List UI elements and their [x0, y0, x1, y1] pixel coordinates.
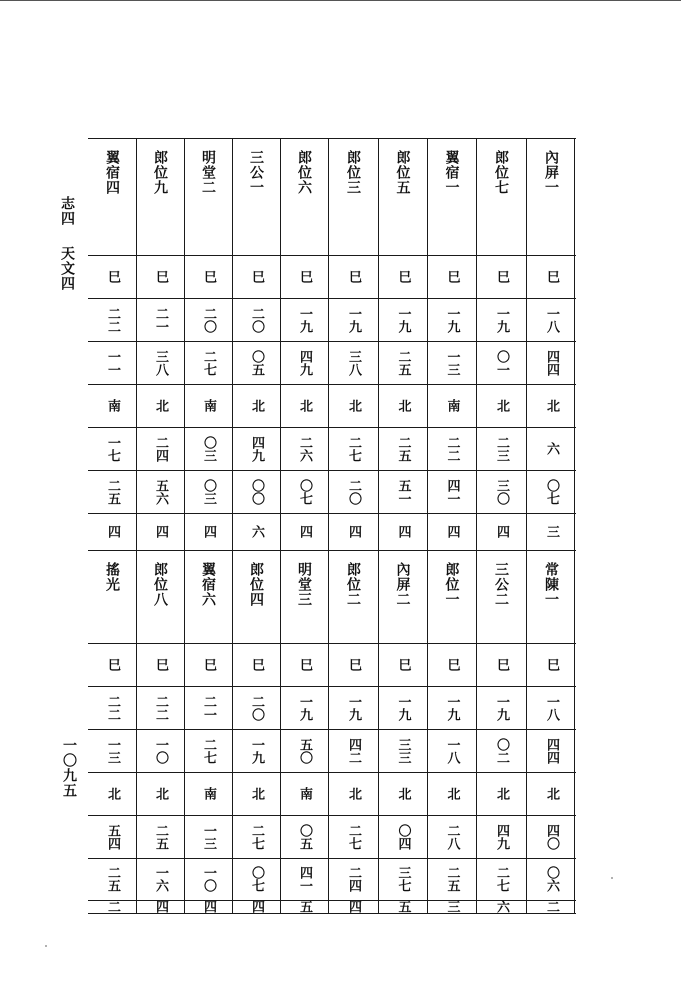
star-name-cell: 內屏一: [543, 150, 559, 195]
star-name-cell: 常陳一: [543, 562, 559, 607]
table-cell: 四: [105, 525, 120, 538]
table-cell: 北: [544, 787, 559, 800]
table-cell: 巳: [395, 270, 411, 283]
star-name-cell: 翼宿六: [200, 562, 216, 607]
table-cell: 四: [444, 525, 460, 538]
star-name-cell: 郎位九: [152, 150, 168, 195]
table-cell: 三三: [395, 737, 411, 764]
table-cell: 二六: [297, 435, 312, 462]
table-cell: 〇七: [544, 478, 559, 505]
table-cell: 一三: [444, 349, 460, 376]
star-name-cell: 明堂三: [296, 562, 312, 607]
table-cell: 一八: [544, 306, 559, 333]
table-cell: 巳: [346, 658, 361, 671]
table-cell: 二〇: [249, 306, 264, 333]
table-cell: 〇〇: [249, 478, 264, 505]
table-cell: 四四: [544, 349, 559, 376]
page-top-edge: [0, 0, 681, 1]
table-cell: 北: [444, 787, 460, 800]
table-cell: 〇三: [201, 478, 216, 505]
table-cell: 三八: [346, 349, 361, 376]
table-cell: 二〇: [249, 694, 264, 721]
table-cell: 北: [346, 787, 361, 800]
table-cell: 北: [544, 399, 559, 412]
table-cell: 北: [395, 399, 411, 412]
table-cell: 二一: [201, 694, 216, 721]
table-cell: 二四: [153, 435, 168, 462]
table-cell: 二七: [494, 866, 509, 892]
table-cell: 六: [494, 900, 509, 913]
table-cell: 四: [153, 900, 168, 913]
table-cell: 巳: [544, 270, 559, 283]
table-cell: 巳: [201, 270, 216, 283]
table-cell: 北: [105, 787, 120, 800]
table-cell: 巳: [297, 658, 312, 671]
table-cell: 一九: [346, 694, 361, 721]
row-rule: [88, 913, 576, 914]
table-cell: 南: [105, 399, 120, 412]
table-cell: 四二: [346, 737, 361, 764]
table-cell: 二七: [346, 435, 361, 462]
table-cell: 北: [494, 787, 509, 800]
table-cell: 北: [153, 399, 168, 412]
table-cell: 〇三: [201, 435, 216, 462]
table-cell: 一九: [494, 694, 509, 721]
table-cell: 〇七: [297, 478, 312, 505]
table-cell: 四: [494, 525, 509, 538]
table-cell: 二五: [444, 866, 460, 892]
table-cell: 一〇: [153, 737, 168, 764]
table-cell: 一九: [297, 694, 312, 721]
table-cell: 一九: [297, 306, 312, 333]
table-cell: 一九: [346, 306, 361, 333]
table-cell: 四九: [297, 349, 312, 376]
table-cell: 五〇: [297, 737, 312, 764]
table-cell: 五: [297, 900, 312, 913]
table-cell: 一九: [249, 737, 264, 764]
running-head: [58, 196, 75, 291]
table-cell: 巳: [201, 658, 216, 671]
table-cell: 巳: [297, 270, 312, 283]
page-number: 一〇九五: [61, 738, 77, 798]
table-cell: 三〇: [494, 478, 509, 505]
table-cell: 五一: [395, 478, 411, 505]
table-cell: 二五: [395, 349, 411, 376]
table-cell: 巳: [544, 658, 559, 671]
star-catalog-table: [88, 138, 576, 913]
table-cell: 二: [544, 900, 559, 913]
table-cell: 〇二: [494, 737, 509, 764]
table-cell: 四: [297, 525, 312, 538]
table-cell: 四四: [544, 737, 559, 764]
table-cell: 一六: [153, 866, 168, 892]
table-cell: 二三: [494, 435, 509, 462]
star-name-cell: 內屏二: [394, 562, 411, 607]
table-cell: 四一: [444, 478, 460, 505]
table-cell: 二七: [201, 349, 216, 376]
star-name-cell: 翼宿四: [104, 150, 120, 195]
table-cell: 南: [444, 399, 460, 412]
table-cell: 二七: [201, 737, 216, 764]
table-cell: 六: [544, 442, 559, 455]
table-cell: 巳: [249, 658, 264, 671]
table-cell: 五: [395, 900, 411, 913]
table-cell: 〇七: [249, 866, 264, 892]
table-cell: 二〇: [346, 478, 361, 505]
table-cell: 四〇: [544, 823, 559, 850]
table-cell: 北: [346, 399, 361, 412]
table-cell: 二五: [105, 478, 120, 505]
table-cell: 三: [544, 525, 559, 538]
table-cell: 巳: [494, 270, 509, 283]
table-cell: 巳: [105, 270, 120, 283]
star-name-cell: 三公二: [493, 562, 509, 607]
scan-speck: [611, 877, 613, 879]
table-cell: 巳: [153, 658, 168, 671]
table-cell: 南: [297, 787, 312, 800]
table-cell: 一三: [105, 737, 120, 764]
table-cell: 二八: [444, 823, 460, 850]
table-cell: 三: [444, 900, 460, 913]
table-cell: 二一: [153, 306, 168, 333]
table-cell: 二二: [444, 435, 460, 462]
table-cell: 二〇: [201, 306, 216, 333]
star-name-cell: 明堂二: [200, 150, 216, 195]
table-cell: 一七: [105, 435, 120, 462]
table-cell: 一九: [444, 306, 460, 333]
table-cell: 四九: [494, 823, 509, 850]
table-cell: 二二: [105, 694, 120, 721]
table-cell: 一〇: [201, 866, 216, 892]
table-cell: 〇六: [544, 866, 559, 892]
table-cell: 一三: [201, 823, 216, 850]
table-cell: 〇五: [297, 823, 312, 850]
table-cell: 〇五: [249, 349, 264, 376]
star-name-cell: 郎位三: [345, 150, 361, 195]
table-cell: 二五: [395, 435, 411, 462]
table-cell: 五四: [105, 823, 120, 850]
table-cell: 〇四: [395, 823, 411, 850]
table-cell: 四九: [249, 435, 264, 462]
table-cell: 二二: [153, 694, 168, 721]
table-cell: 三八: [153, 349, 168, 376]
star-name-cell: 郎位六: [296, 150, 312, 195]
table-cell: 巳: [444, 658, 460, 671]
table-cell: 二七: [346, 823, 361, 850]
star-name-cell: 郎位五: [394, 150, 411, 195]
star-name-cell: 郎位一: [443, 562, 460, 607]
table-cell: 四: [346, 525, 361, 538]
table-cell: 一八: [444, 737, 460, 764]
table-cell: 四: [346, 900, 361, 913]
table-cell: 一八: [544, 694, 559, 721]
table-cell: 四: [395, 525, 411, 538]
table-cell: 一九: [395, 306, 411, 333]
star-name-cell: 三公一: [248, 150, 264, 195]
table-cell: 巳: [346, 270, 361, 283]
table-cell: 二四: [346, 866, 361, 892]
table-cell: 北: [297, 399, 312, 412]
star-name-cell: 郎位二: [345, 562, 361, 607]
table-cell: 四: [249, 900, 264, 913]
table-cell: 四: [201, 900, 216, 913]
table-cell: 北: [249, 399, 264, 412]
table-cell: 二五: [153, 823, 168, 850]
star-name-cell: 翼宿一: [443, 150, 460, 195]
table-cell: 二五: [105, 866, 120, 892]
table-cell: 南: [201, 787, 216, 800]
table-cell: 一九: [494, 306, 509, 333]
table-cell: 一九: [395, 694, 411, 721]
scan-speck: [45, 945, 47, 947]
table-cell: 二二: [105, 306, 120, 333]
table-cell: 五六: [153, 478, 168, 505]
table-cell: 一九: [444, 694, 460, 721]
table-cell: 巳: [395, 658, 411, 671]
table-cell: 巳: [153, 270, 168, 283]
table-cell: 巳: [105, 658, 120, 671]
table-cell: 巳: [444, 270, 460, 283]
star-name-cell: 搖光: [104, 562, 120, 592]
table-cell: 四一: [297, 866, 312, 892]
star-name-cell: 郎位七: [493, 150, 509, 195]
running-head-line-2: 天文四: [59, 246, 75, 291]
table-cell: 二七: [249, 823, 264, 850]
table-cell: 一一: [105, 349, 120, 376]
table-cell: 〇一: [494, 349, 509, 376]
running-head-line-1: 志四: [59, 196, 75, 226]
table-cell: 北: [249, 787, 264, 800]
table-cell: 巳: [494, 658, 509, 671]
table-cell: 北: [153, 787, 168, 800]
star-name-cell: 郎位四: [248, 562, 264, 607]
table-cell: 三七: [395, 866, 411, 892]
table-cell: 巳: [249, 270, 264, 283]
table-cell: 二: [105, 900, 120, 913]
star-name-cell: 郎位八: [152, 562, 168, 607]
table-cell: 四: [201, 525, 216, 538]
table-cell: 北: [494, 399, 509, 412]
table-cell: 南: [201, 399, 216, 412]
table-cell: 六: [249, 525, 264, 538]
table-cell: 北: [395, 787, 411, 800]
table-cell: 四: [153, 525, 168, 538]
